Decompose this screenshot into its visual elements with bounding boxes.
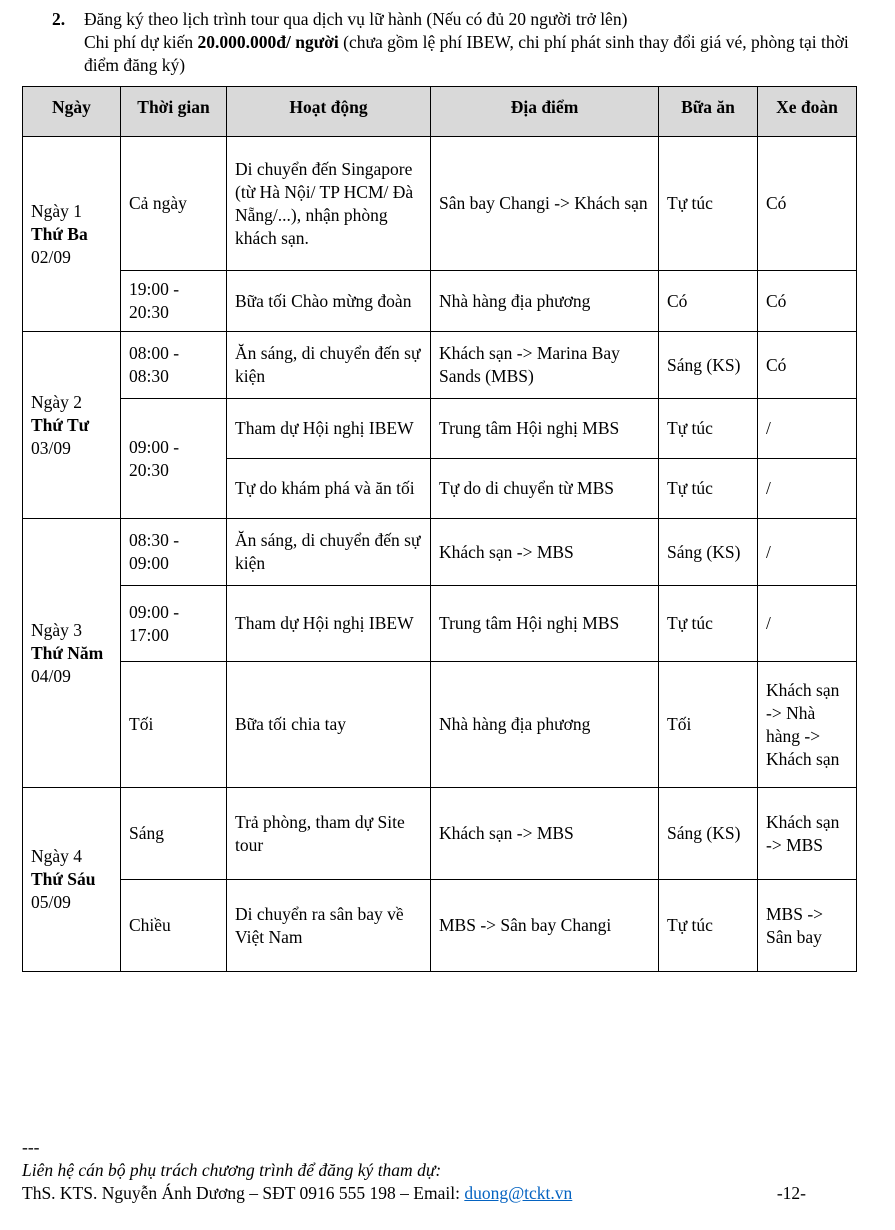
meal-cell: Sáng (KS) (659, 519, 758, 586)
activity-cell: Di chuyển đến Singapore (từ Hà Nội/ TP HCM/ Đà Nẵng/...), nhận phòng khách sạn. (227, 137, 431, 271)
activity-cell: Bữa tối Chào mừng đoàn (227, 271, 431, 332)
place-cell: MBS -> Sân bay Changi (431, 880, 659, 972)
activity-cell: Tham dự Hội nghị IBEW (227, 586, 431, 662)
place-cell: Sân bay Changi -> Khách sạn (431, 137, 659, 271)
time-cell: Chiều (121, 880, 227, 972)
footer-separator: --- (22, 1137, 40, 1157)
contact-line (22, 1182, 812, 1205)
time-cell: 09:00 - 17:00 (121, 586, 227, 662)
activity-cell: Di chuyển ra sân bay về Việt Nam (227, 880, 431, 972)
header-activity: Hoạt động (227, 87, 431, 137)
header-day: Ngày (23, 87, 121, 137)
activity-cell: Ăn sáng, di chuyển đến sự kiện (227, 332, 431, 399)
bus-cell: / (758, 399, 857, 459)
meal-cell: Sáng (KS) (659, 332, 758, 399)
table-row (23, 586, 857, 662)
activity-cell: Trả phòng, tham dự Site tour (227, 788, 431, 880)
meal-cell: Có (659, 271, 758, 332)
meal-cell: Tự túc (659, 586, 758, 662)
meal-cell: Tự túc (659, 880, 758, 972)
time-cell: Cả ngày (121, 137, 227, 271)
day-cell: Ngày 2 Thứ Tư 03/09 (23, 332, 121, 519)
header-time: Thời gian (121, 87, 227, 137)
contact-prefix: ThS. KTS. Nguyễn Ánh Dương – SĐT 0916 555 198 – Email: (22, 1183, 465, 1203)
activity-cell: Ăn sáng, di chuyển đến sự kiện (227, 519, 431, 586)
meal-cell: Sáng (KS) (659, 788, 758, 880)
itinerary-table (22, 86, 857, 972)
activity-cell: Bữa tối chia tay (227, 662, 431, 788)
table-row (23, 271, 857, 332)
intro-text (84, 8, 872, 77)
time-cell: Sáng (121, 788, 227, 880)
table-row (23, 788, 857, 880)
activity-cell: Tham dự Hội nghị IBEW (227, 399, 431, 459)
list-number: 2. (52, 9, 66, 29)
day-cell: Ngày 4 Thứ Sáu 05/09 (23, 788, 121, 972)
place-cell: Khách sạn -> MBS (431, 519, 659, 586)
table-row (23, 137, 857, 271)
place-cell: Nhà hàng địa phương (431, 271, 659, 332)
time-cell: 19:00 - 20:30 (121, 271, 227, 332)
bus-cell: / (758, 459, 857, 519)
cost-value: 20.000.000đ/ người (197, 32, 339, 52)
bus-cell: Có (758, 271, 857, 332)
place-cell: Trung tâm Hội nghị MBS (431, 586, 659, 662)
activity-cell: Tự do khám phá và ăn tối (227, 459, 431, 519)
cost-suffix: (chưa gồm lệ phí IBEW, chi phí phát sinh thay đổi giá vé, phòng tại thời điểm đăng ký) (84, 32, 849, 75)
intro-cost (84, 31, 872, 77)
table-row (23, 880, 857, 972)
bus-cell: Có (758, 332, 857, 399)
time-cell: 09:00 - 20:30 (121, 399, 227, 519)
place-cell: Khách sạn -> Marina Bay Sands (MBS) (431, 332, 659, 399)
day-cell: Ngày 3 Thứ Năm 04/09 (23, 519, 121, 788)
table-row (23, 662, 857, 788)
footer (22, 1136, 812, 1205)
page-number: -12- (776, 1183, 806, 1203)
cost-prefix: Chi phí dự kiến (84, 32, 198, 52)
bus-cell: / (758, 586, 857, 662)
place-cell: Khách sạn -> MBS (431, 788, 659, 880)
table-row (23, 519, 857, 586)
email-link[interactable]: duong@tckt.vn (464, 1183, 573, 1203)
day-cell: Ngày 1 Thứ Ba 02/09 (23, 137, 121, 332)
meal-cell: Tự túc (659, 137, 758, 271)
bus-cell: Khách sạn -> Nhà hàng -> Khách sạn (758, 662, 857, 788)
contact-note: Liên hệ cán bộ phụ trách chương trình để đăng ký tham dự: (22, 1160, 442, 1180)
time-cell: 08:30 - 09:00 (121, 519, 227, 586)
place-cell: Tự do di chuyển từ MBS (431, 459, 659, 519)
time-cell: Tối (121, 662, 227, 788)
bus-cell: MBS -> Sân bay (758, 880, 857, 972)
place-cell: Trung tâm Hội nghị MBS (431, 399, 659, 459)
meal-cell: Tối (659, 662, 758, 788)
header-bus: Xe đoàn (758, 87, 857, 137)
table-row (23, 399, 857, 459)
bus-cell: Khách sạn -> MBS (758, 788, 857, 880)
bus-cell: / (758, 519, 857, 586)
header-place: Địa điểm (431, 87, 659, 137)
table-row (23, 332, 857, 399)
intro-section (52, 8, 872, 77)
header-meal: Bữa ăn (659, 87, 758, 137)
place-cell: Nhà hàng địa phương (431, 662, 659, 788)
intro-line-1: Đăng ký theo lịch trình tour qua dịch vụ lữ hành (Nếu có đủ 20 người trở lên) (84, 9, 628, 29)
meal-cell: Tự túc (659, 459, 758, 519)
bus-cell: Có (758, 137, 857, 271)
meal-cell: Tự túc (659, 399, 758, 459)
time-cell: 08:00 - 08:30 (121, 332, 227, 399)
table-header-row (23, 87, 857, 137)
